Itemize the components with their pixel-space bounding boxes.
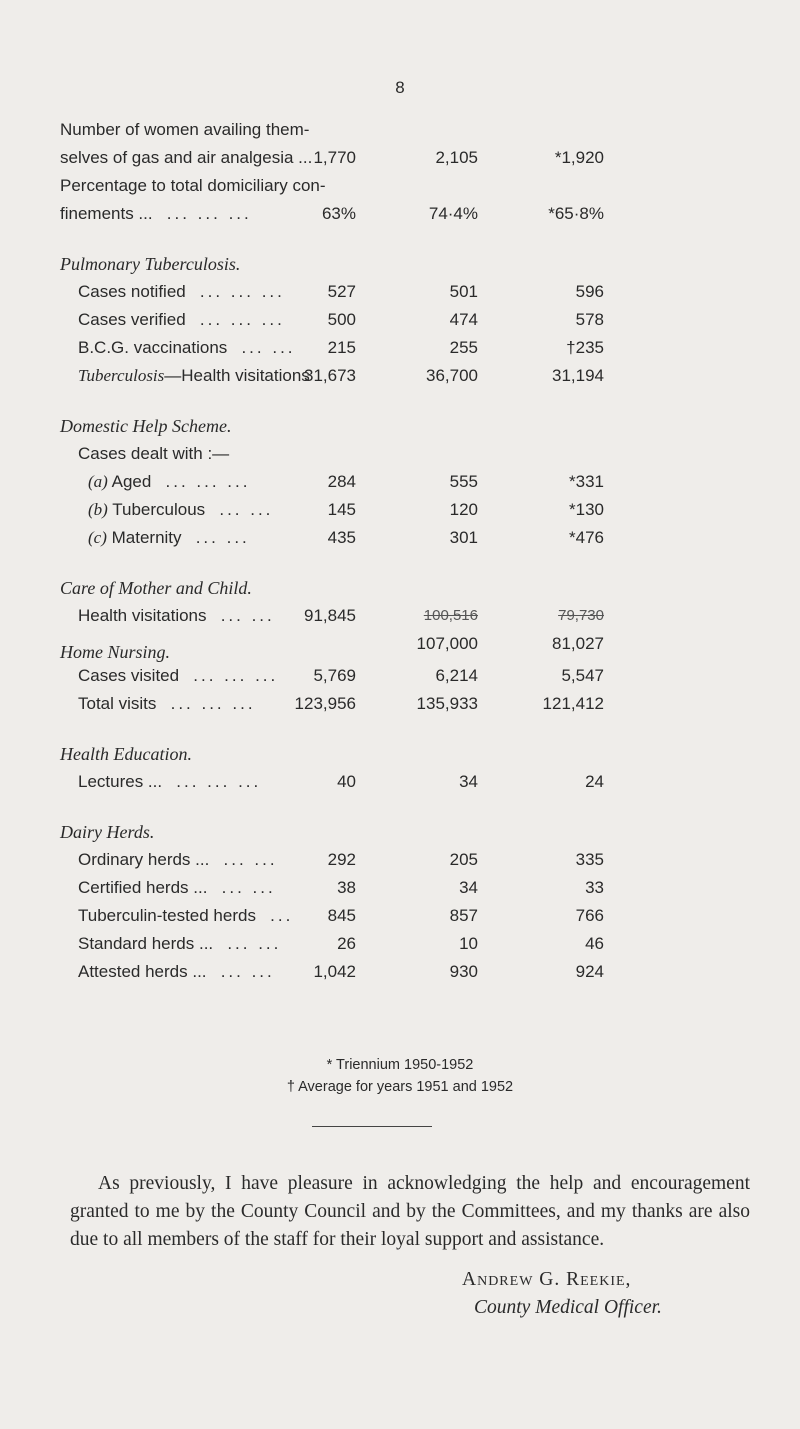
row-label: (a) Aged ... ... ... (88, 472, 251, 491)
value-col2: 36,700 (426, 366, 478, 385)
divider-rule (312, 1126, 432, 1127)
value-col3: †235 (566, 338, 604, 357)
value-col3: *130 (569, 500, 604, 519)
corrected-value-col3: 81,027 (552, 634, 604, 653)
value-col1: 31,673 (304, 366, 356, 385)
value-col1: 1,770 (313, 148, 356, 167)
table-row (60, 690, 800, 718)
row-label: Cases verified ... ... ... (78, 310, 285, 329)
section-heading: Health Education. (60, 744, 192, 764)
table-row (60, 768, 800, 796)
row-label: Total visits ... ... ... (78, 694, 256, 713)
value-col2: 10 (459, 934, 478, 953)
value-col2: 857 (449, 906, 478, 925)
value-col3: 33 (585, 878, 604, 897)
struck-value-col3: 79,730 (558, 607, 604, 624)
footnote-triennium: * Triennium 1950-1952 (326, 1057, 474, 1073)
table-row (60, 602, 800, 630)
value-col1: 284 (327, 472, 356, 491)
table-row (60, 468, 800, 496)
health-education-heading-row (60, 740, 800, 768)
value-col2: 301 (449, 528, 478, 547)
row-label: (c) Maternity ... ... (88, 528, 250, 547)
table-row (60, 362, 800, 390)
table-row (60, 902, 800, 930)
table-row (60, 874, 800, 902)
value-col1: 500 (327, 310, 356, 329)
value-col3: *65·8% (548, 204, 604, 223)
row-label: Attested herds ... ... ... (78, 962, 275, 981)
value-col1: 527 (327, 282, 356, 301)
value-col1: 40 (337, 772, 356, 791)
value-col1: 1,042 (313, 962, 356, 981)
row-label: (b) Tuberculous ... ... (88, 500, 274, 519)
value-col2: 34 (459, 772, 478, 791)
value-col3: 578 (575, 310, 604, 329)
table-row (60, 334, 800, 362)
row-label: Cases visited ... ... ... (78, 666, 279, 685)
row-label: Ordinary herds ... ... ... (78, 850, 278, 869)
value-col2: 255 (449, 338, 478, 357)
value-col2: 34 (459, 878, 478, 897)
row-label: Tuberculosis—Health visitations (78, 366, 310, 385)
value-col2: 6,214 (435, 666, 478, 685)
value-col2: 555 (449, 472, 478, 491)
analgesia-row-2b (60, 200, 800, 228)
value-col2: 474 (449, 310, 478, 329)
row-label: Cases dealt with :— (78, 444, 230, 463)
value-col2: 135,933 (416, 694, 478, 713)
footnotes (0, 1054, 800, 1098)
analgesia-row-2a (60, 172, 800, 200)
section-heading: Dairy Herds. (60, 822, 155, 842)
table-row (60, 662, 800, 690)
row-label: B.C.G. vaccinations ... ... (78, 338, 296, 357)
corrected-value-col2: 107,000 (416, 634, 478, 653)
analgesia-row-1a (60, 116, 800, 144)
value-col3: 46 (585, 934, 604, 953)
value-col3: 335 (575, 850, 604, 869)
domestic-heading-row (60, 412, 800, 440)
table-row (60, 278, 800, 306)
value-col3: 596 (575, 282, 604, 301)
table-row (60, 496, 800, 524)
row-label: finements ... ... ... ... (60, 204, 252, 223)
value-col3: *1,920 (554, 148, 604, 167)
struck-value-col2: 100,516 (423, 607, 478, 624)
row-label: Lectures ... ... ... ... (78, 772, 262, 791)
table-row (60, 930, 800, 958)
row-label: Health visitations ... ... (78, 606, 275, 625)
footnote-average: † Average for years 1951 and 1952 (286, 1079, 514, 1095)
table-row (60, 958, 800, 986)
value-col1: 292 (327, 850, 356, 869)
value-col3: 5,547 (561, 666, 604, 685)
value-col2: 501 (449, 282, 478, 301)
row-label: Certified herds ... ... ... (78, 878, 276, 897)
row-label: Cases notified ... ... ... (78, 282, 285, 301)
row-label: Number of women availing them- (60, 120, 310, 139)
value-col1: 91,845 (304, 606, 356, 625)
value-col1: 845 (327, 906, 356, 925)
analgesia-row-1b (60, 144, 800, 172)
value-col3: *476 (569, 528, 604, 547)
closing-paragraph: As previously, I have pleasure in acknowledging the help and encouragement granted to me by the County Council and by the Committees, and my thanks are also due to all members of the staff for their loyal support and assistance. (70, 1172, 750, 1250)
value-col3: 24 (585, 772, 604, 791)
subheading-row (60, 440, 800, 468)
value-col2: 930 (449, 962, 478, 981)
value-col3: 121,412 (542, 694, 604, 713)
row-label: Tuberculin-tested herds ... (78, 906, 294, 925)
value-col1: 123,956 (294, 694, 356, 713)
section-heading: Home Nursing. (60, 642, 171, 662)
section-heading: Pulmonary Tuberculosis. (60, 254, 241, 274)
value-col2: 74·4% (428, 204, 478, 223)
value-col3: 766 (575, 906, 604, 925)
value-col1: 435 (327, 528, 356, 547)
pulmonary-heading-row (60, 250, 800, 278)
statistics-table (60, 116, 800, 986)
row-label: Percentage to total domiciliary con- (60, 176, 326, 195)
value-col2: 205 (449, 850, 478, 869)
section-heading: Domestic Help Scheme. (60, 416, 232, 436)
dairy-heading-row (60, 818, 800, 846)
signatory-name: Andrew G. Reekie, (462, 1269, 632, 1290)
value-col1: 145 (327, 500, 356, 519)
value-col1: 63% (321, 204, 356, 223)
signature-block (462, 1266, 662, 1322)
value-col2: 2,105 (435, 148, 478, 167)
value-col3: 924 (575, 962, 604, 981)
mother-child-heading-row (60, 574, 800, 602)
value-col1: 26 (337, 934, 356, 953)
value-col2: 120 (449, 500, 478, 519)
value-col1: 38 (337, 878, 356, 897)
value-col3: 31,194 (552, 366, 604, 385)
table-row (60, 524, 800, 552)
page-number: 8 (395, 78, 405, 97)
table-row (60, 846, 800, 874)
section-heading: Care of Mother and Child. (60, 578, 252, 598)
value-col1: 5,769 (313, 666, 356, 685)
table-row (60, 306, 800, 334)
value-col3: *331 (569, 472, 604, 491)
row-label: selves of gas and air analgesia ... (60, 148, 313, 167)
home-nursing-heading-row (60, 630, 800, 662)
signatory-title: County Medical Officer. (474, 1297, 662, 1318)
row-label: Standard herds ... ... ... (78, 934, 282, 953)
value-col1: 215 (327, 338, 356, 357)
